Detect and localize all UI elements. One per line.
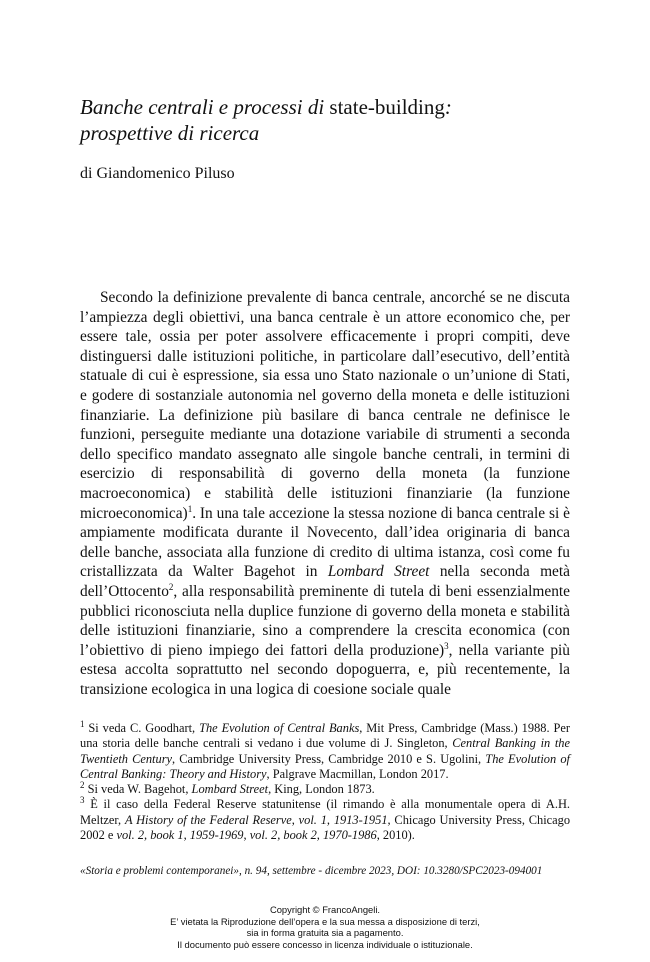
body-text-4: , alla responsabilità preminente di tutela di beni essenzialmente pubblici riconosciuta nella duplice funzione di governo della moneta e stabilità delle istituzioni finanziarie, sino a comprendere la crescita economica (con l’obiettivo di pieno impiego dei fattori della produzione) bbox=[80, 582, 570, 659]
footnote-3-text: , bbox=[291, 812, 299, 827]
journal-citation: «Storia e problemi contemporanei», n. 94, settembre - dicembre 2023, DOI: 10.3280/SPC2023-094001 bbox=[80, 865, 543, 877]
footnote-3-italic: vol. 1, 1913-1951, bbox=[298, 812, 391, 827]
footnote-1-text: , Mit Press, Cambridge (Mass.) 1988. Per una storia delle banche centrali si vedano i due volume di J. Singleton, bbox=[80, 721, 570, 751]
footnote-1-text: Si veda C. Goodhart, bbox=[84, 721, 200, 735]
footnote-1-italic: The Evolution of Central Banking: Theory and History bbox=[80, 751, 570, 781]
footnote-1-text: , Palgrave Macmillan, London 2017. bbox=[266, 766, 449, 781]
footnote-3 bbox=[80, 797, 570, 843]
footnote-mark-3: 3 bbox=[80, 795, 85, 806]
copyright-line-1: Copyright © FrancoAngeli. bbox=[269, 904, 381, 915]
footnote-1-italic: Central Banking in the Twentieth Century bbox=[80, 736, 570, 766]
footnote-3-text: , bbox=[243, 828, 250, 843]
footnote-2-italic: Lombard Street bbox=[191, 782, 269, 797]
title-line-2: prospettive di ricerca bbox=[80, 121, 260, 145]
title-part-2: state-building bbox=[329, 95, 445, 119]
footnote-3-text: Chicago University Press, Chicago 2002 e bbox=[80, 812, 571, 843]
footnote-3-text: È il caso della Federal Reserve statunitense (il rimando è alla monumentale opera di A.H. Meltzer, bbox=[80, 797, 570, 827]
copyright-line-3: sia in forma gratuita sia a pagamento. bbox=[246, 927, 404, 938]
footnote-mark-1: 1 bbox=[80, 718, 85, 729]
copyright-line-2: E’ vietata la Riproduzione dell’opera e la sua messa a disposizione di terzi, bbox=[170, 915, 480, 927]
body-text-1: Secondo la definizione prevalente di banca centrale, ancorché se ne discuta l’ampiezza degli obiettivi, una banca centrale è un attore economico che, per essere tale, ossia per poter assolvere efficacemente i propri compiti, deve distinguersi dalle istituzioni politiche, in particolare dall’esecutivo, dell’entità statuale di cui è espressione, sia essa uno Stato nazionale o un’unione di Stati, e godere di sostanziale autonomia nel governo della moneta e delle istituzioni finanziarie. La definizione più basilare di banca centrale ne definisce le funzioni, perseguite mediante una dotazione variabile di strumenti a seconda dello specifico mandato assegnato alle singole banche centrali, in termini di esercizio di responsabilità di governo della moneta (la funzione macroeconomica) e stabilità delle istituzioni finanziarie (la funzione microeconomica) bbox=[80, 289, 570, 522]
footnote-2-text: Si veda W. Bagehot, bbox=[84, 782, 192, 797]
footnote-ref-2[interactable]: 2 bbox=[168, 581, 174, 592]
article-title bbox=[80, 94, 580, 146]
footnote-ref-3[interactable]: 3 bbox=[444, 640, 449, 651]
title-part-1: Banche centrali e processi di bbox=[80, 95, 330, 119]
body-paragraph bbox=[80, 288, 570, 699]
footnote-mark-2: 2 bbox=[80, 780, 85, 791]
footnotes bbox=[80, 718, 571, 843]
body-text-5: , nella variante più estesa accolta soprattutto nel secondo dopoguerra, e, più recentemente, la transizione ecologica in una logica di coesione sociale quale bbox=[80, 641, 570, 698]
copyright-notice bbox=[0, 904, 650, 950]
author-line: di Giandomenico Piluso bbox=[80, 165, 235, 182]
title-part-3: : bbox=[444, 95, 452, 119]
footnote-ref-1[interactable]: 1 bbox=[187, 503, 193, 514]
footnote-3-italic: vol. 2, book 2, 1970-1986 bbox=[249, 828, 377, 843]
body-text-3: nella seconda metà dell’Ottocento bbox=[80, 563, 570, 600]
body-italic-lombard: Lombard Street bbox=[327, 563, 430, 581]
footnote-3-italic: A History of the Federal Reserve bbox=[124, 812, 292, 827]
footnote-1-italic: The Evolution of Central Banks bbox=[199, 721, 360, 735]
footnote-3-text: , 2010). bbox=[376, 828, 415, 843]
footnote-3-italic: vol. 2, book 1, 1959-1969 bbox=[116, 828, 244, 843]
footnote-2-text: , King, London 1873. bbox=[268, 782, 375, 797]
footnote-2 bbox=[80, 782, 570, 797]
body-text-2: . In una tale accezione la stessa nozione di banca centrale si è ampiamente modificata durante il Novecento, dall’idea originaria di banca delle banche, associata alla funzione di credito di ultima istanza, così come fu cristallizzata da Walter Bagehot in bbox=[80, 504, 570, 581]
footnote-1 bbox=[80, 718, 570, 782]
copyright-line-4: Il documento può essere concesso in licenza individuale o istituzionale. bbox=[177, 938, 473, 950]
footnote-1-text: , Cambridge University Press, Cambridge 2010 e S. Ugolini, bbox=[172, 751, 486, 766]
